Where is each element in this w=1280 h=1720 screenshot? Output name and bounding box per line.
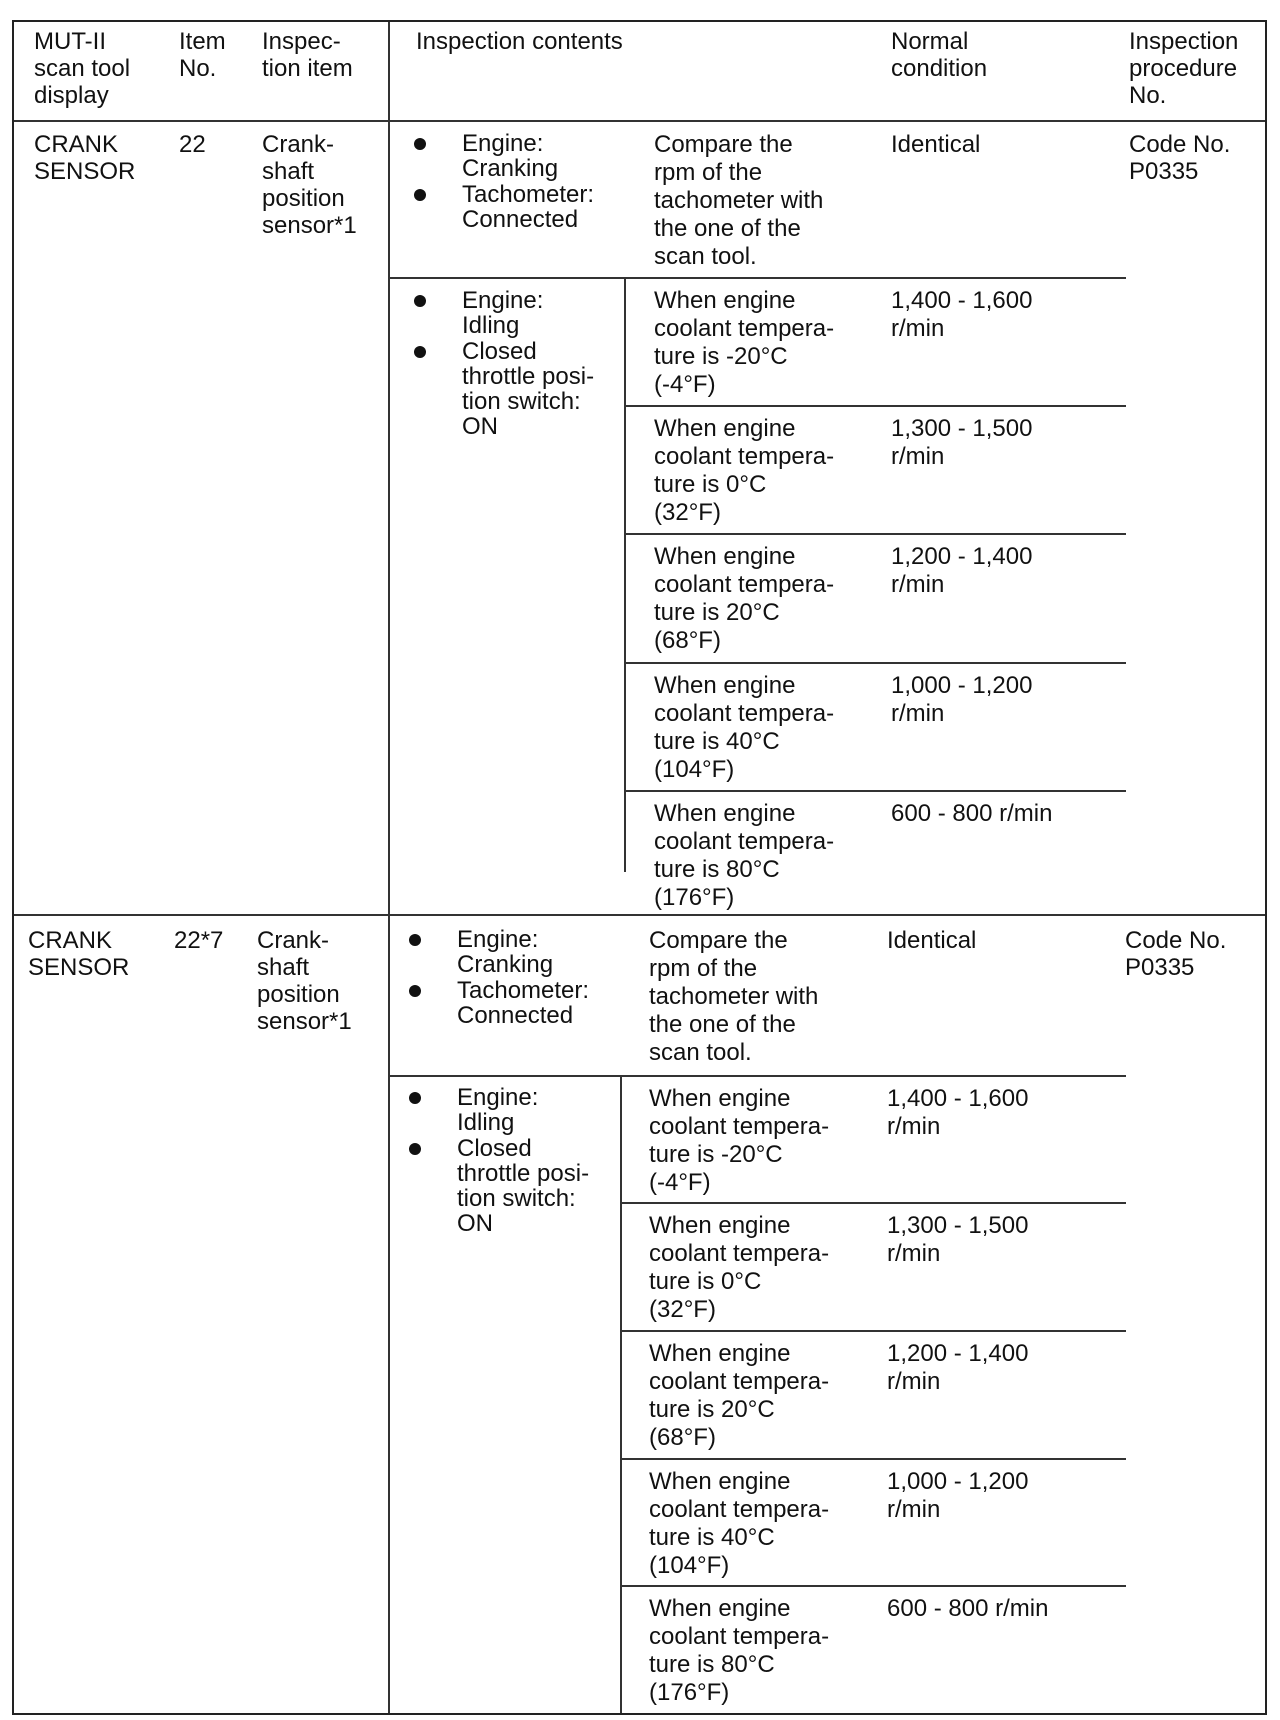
s1-row1-normal: 1,400 - 1,600 r/min	[891, 287, 1033, 342]
s2-row5-normal: 600 - 800 r/min	[887, 1595, 1049, 1622]
header-contents: Inspection contents	[416, 28, 623, 55]
s1-inspection-item: Crank- shaft position sensor*1	[262, 131, 357, 239]
s2-group1-condition: Compare the rpm of the tachometer with the one of the scan tool.	[649, 927, 819, 1066]
s2-row3-normal: 1,200 - 1,400 r/min	[887, 1340, 1029, 1395]
s1-row4-normal: 1,000 - 1,200 r/min	[891, 672, 1033, 727]
header-item-no: Item No.	[179, 28, 226, 82]
row-rule-s2-3	[620, 1458, 1126, 1460]
s2-row5-condition: When engine coolant tempera- ture is 80°C (176°F)	[649, 1595, 830, 1706]
row-rule-s2-2	[620, 1330, 1126, 1332]
row-rule-s1-1	[624, 405, 1126, 407]
s2-display: CRANK SENSOR	[28, 927, 130, 981]
divider-contents-left	[388, 22, 390, 1713]
row-rule-s2-1	[620, 1202, 1126, 1204]
divider-condition-left-2	[620, 1075, 622, 1713]
s2-inspection-item: Crank- shaft position sensor*1	[257, 927, 352, 1035]
s1-row5-condition: When engine coolant tempera- ture is 80°C (176°F)	[654, 800, 835, 911]
list-item: Engine: Idling	[407, 1085, 617, 1135]
s1-row3-condition: When engine coolant tempera- ture is 20°C (68°F)	[654, 543, 835, 654]
header-display: MUT-II scan tool display	[34, 28, 131, 109]
s2-group1-conditions	[407, 927, 617, 1029]
header-normal: Normal condition	[891, 28, 988, 82]
s2-row1-normal: 1,400 - 1,600 r/min	[887, 1085, 1029, 1140]
list-item: Engine: Cranking	[412, 131, 622, 181]
section-rule	[14, 914, 1265, 916]
header-inspection-item: Inspec- tion item	[262, 28, 353, 82]
header-rule	[14, 120, 1265, 122]
s1-row5-normal: 600 - 800 r/min	[891, 800, 1053, 827]
header-procedure: Inspection procedure No.	[1129, 28, 1239, 109]
list-item: Tachometer: Connected	[412, 182, 622, 232]
list-item: Closed throttle posi- tion switch: ON	[407, 1136, 617, 1236]
list-item: Engine: Idling	[412, 288, 622, 338]
s2-row3-condition: When engine coolant tempera- ture is 20°C (68°F)	[649, 1340, 830, 1451]
group-rule-s2	[388, 1075, 1126, 1077]
s1-group1-condition: Compare the rpm of the tachometer with the one of the scan tool.	[654, 131, 824, 270]
s2-procedure: Code No. P0335	[1125, 927, 1227, 981]
row-rule-s1-4	[624, 790, 1126, 792]
s2-row2-normal: 1,300 - 1,500 r/min	[887, 1212, 1029, 1267]
s1-row2-normal: 1,300 - 1,500 r/min	[891, 415, 1033, 470]
divider-condition-left	[624, 277, 626, 872]
s2-row2-condition: When engine coolant tempera- ture is 0°C (32°F)	[649, 1212, 830, 1323]
list-item: Tachometer: Connected	[407, 978, 617, 1028]
s1-procedure: Code No. P0335	[1129, 131, 1231, 185]
s1-display: CRANK SENSOR	[34, 131, 136, 185]
inspection-table	[12, 20, 1267, 1715]
s2-group2-conditions	[407, 1085, 617, 1237]
s1-group1-conditions	[412, 131, 622, 233]
s1-row3-normal: 1,200 - 1,400 r/min	[891, 543, 1033, 598]
s2-row1-condition: When engine coolant tempera- ture is -20°C (-4°F)	[649, 1085, 830, 1196]
s2-item-no: 22*7	[174, 927, 224, 954]
group-rule-s1	[388, 277, 1126, 279]
list-item: Engine: Cranking	[407, 927, 617, 977]
s2-row4-normal: 1,000 - 1,200 r/min	[887, 1468, 1029, 1523]
s1-group1-normal: Identical	[891, 131, 981, 158]
row-rule-s2-4	[620, 1585, 1126, 1587]
row-rule-s1-2	[624, 533, 1126, 535]
s1-row1-condition: When engine coolant tempera- ture is -20°C (-4°F)	[654, 287, 835, 398]
s1-row2-condition: When engine coolant tempera- ture is 0°C (32°F)	[654, 415, 835, 526]
s2-row4-condition: When engine coolant tempera- ture is 40°C (104°F)	[649, 1468, 830, 1579]
s1-row4-condition: When engine coolant tempera- ture is 40°C (104°F)	[654, 672, 835, 783]
s1-group2-conditions	[412, 288, 622, 440]
s1-item-no: 22	[179, 131, 206, 158]
row-rule-s1-3	[624, 662, 1126, 664]
s2-group1-normal: Identical	[887, 927, 977, 954]
list-item: Closed throttle posi- tion switch: ON	[412, 339, 622, 439]
